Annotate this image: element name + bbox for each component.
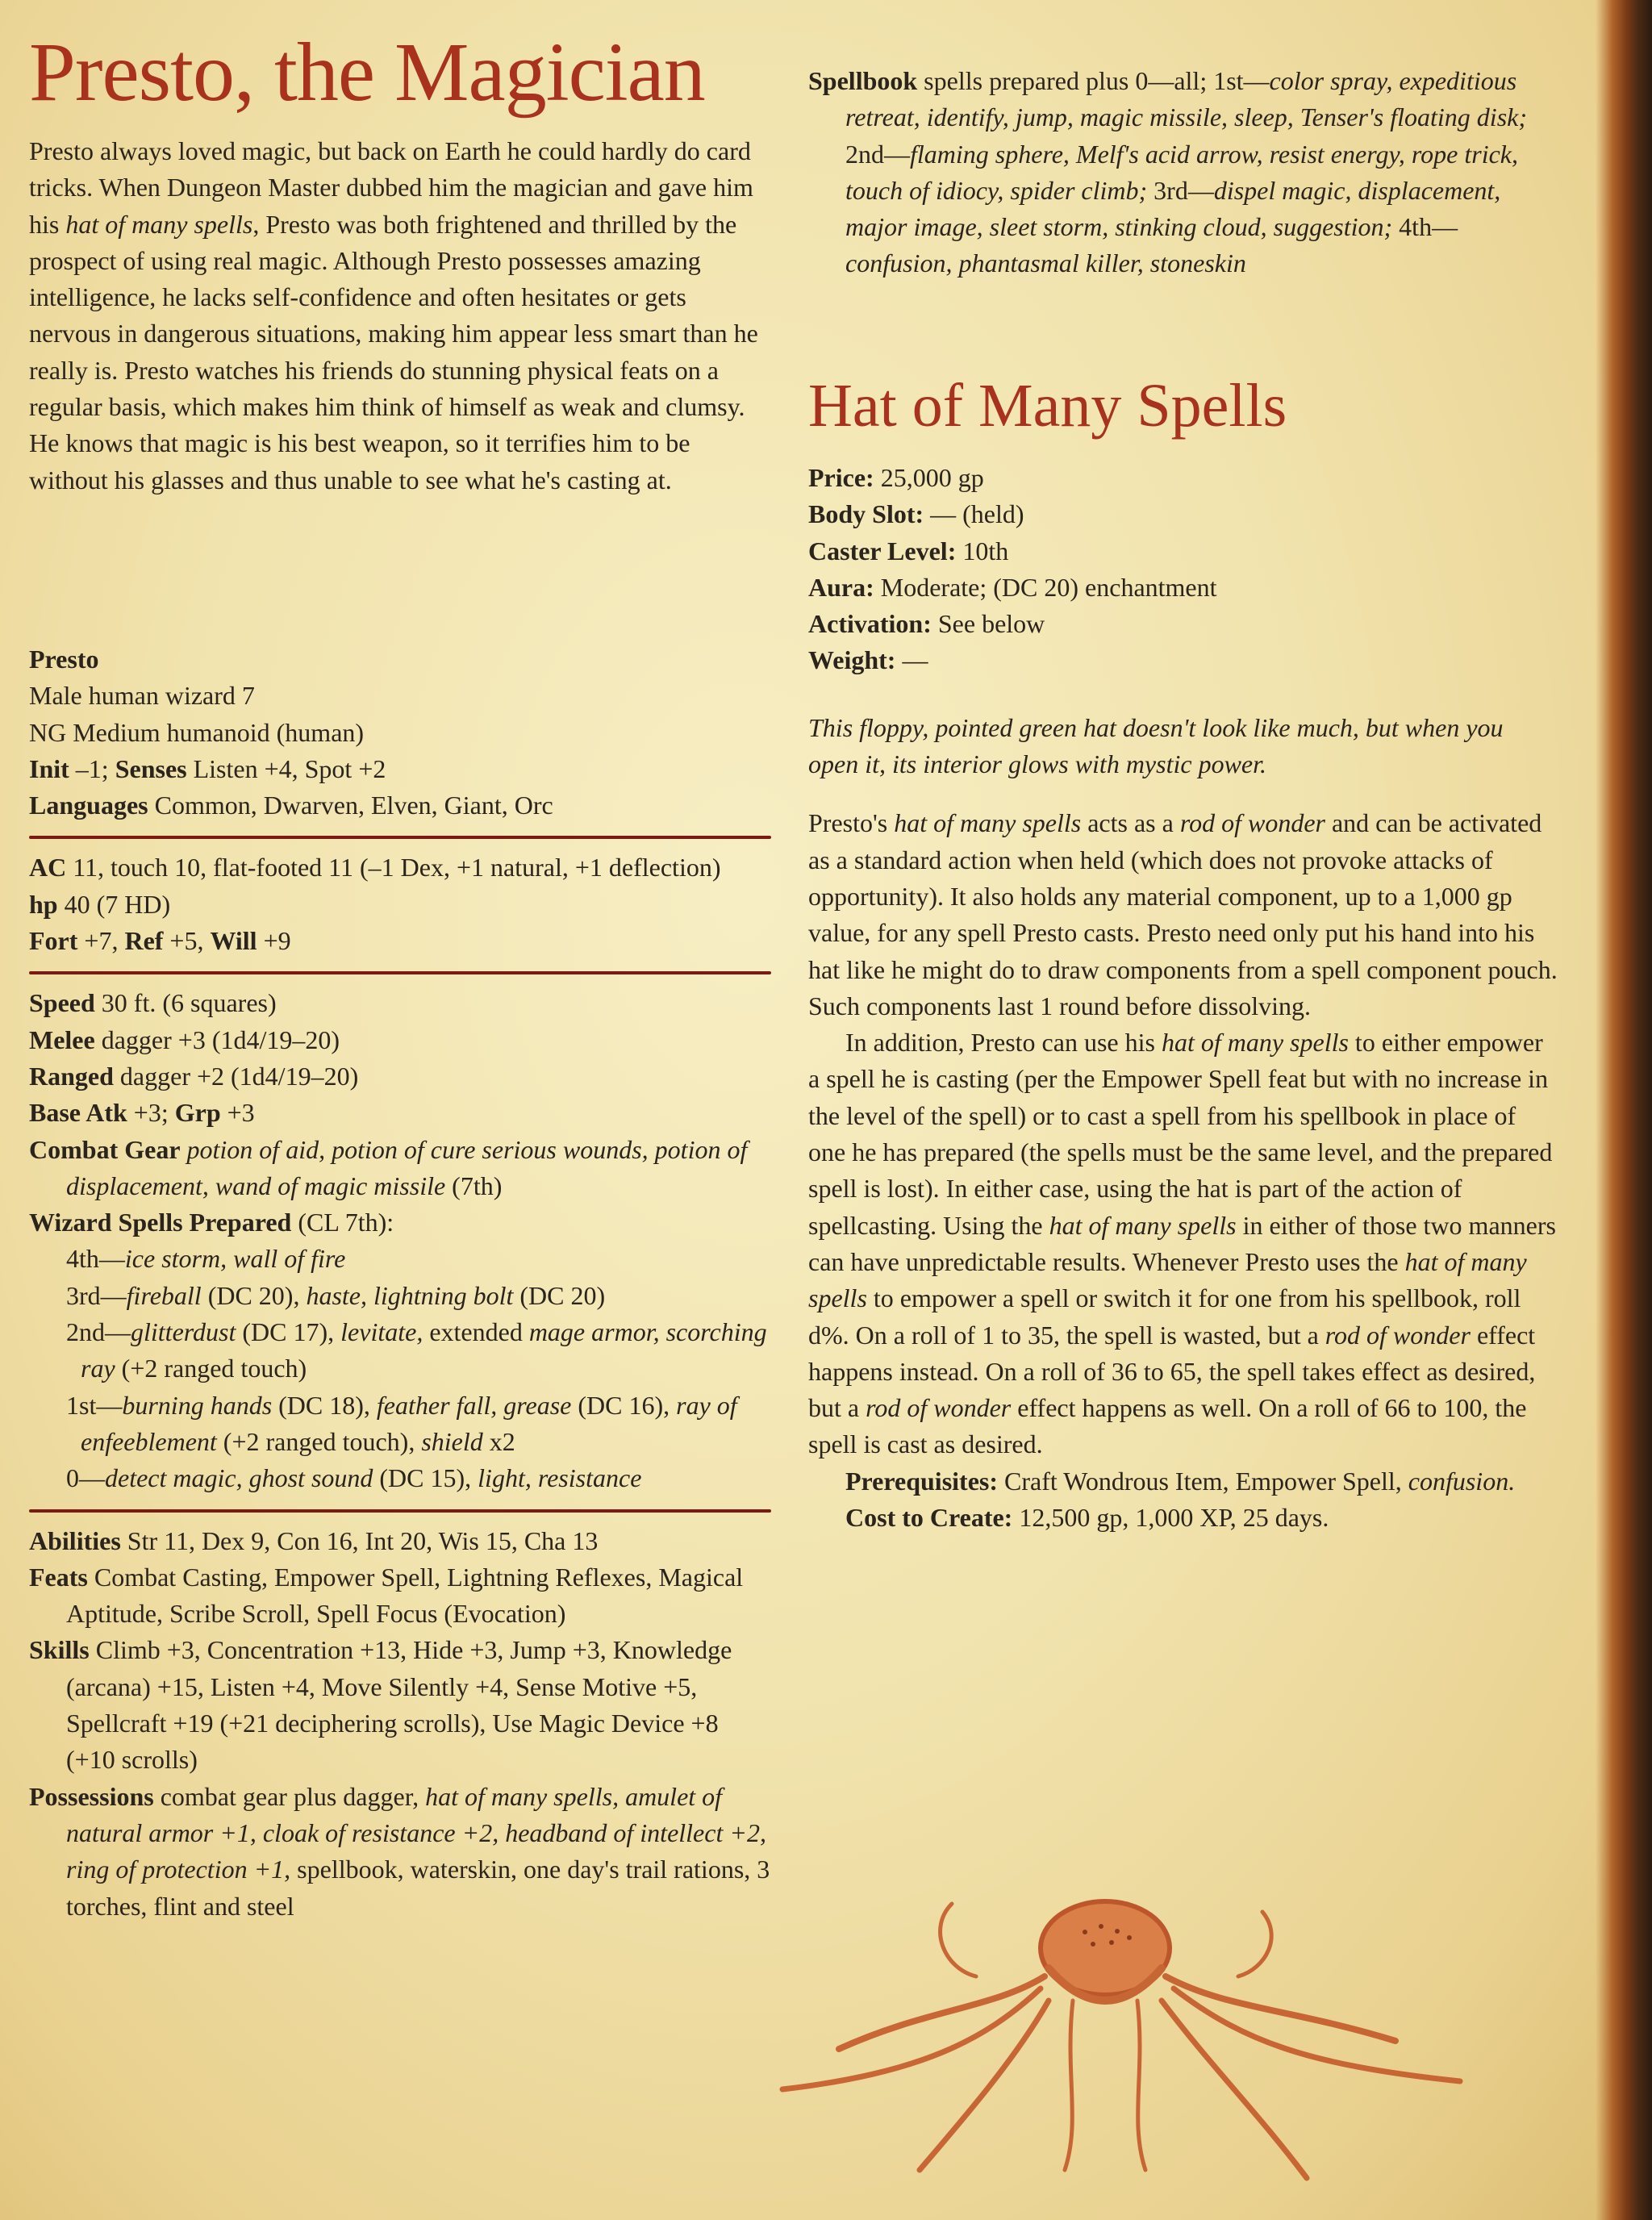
spells-3rd: 3rd—fireball (DC 20), haste, lightning bolt (DC 20)	[66, 1280, 606, 1310]
page-title: Presto, the Magician	[29, 26, 705, 119]
spacer	[808, 782, 1558, 805]
hat-body-slot: Body Slot: — (held)	[808, 499, 1024, 529]
intro-block	[29, 133, 771, 499]
intro-paragraph: Presto always loved magic, but back on Earth he could hardly do card tricks. When Dungeon Master dubbed him the magician and gave him his hat of many spells, Presto was both frightened and thrilled by the prospect of using real magic. Although Presto possesses amazing intelligence, he lacks self-confidence and often hesitates or gets nervous in dangerous situations, making him appear less smart than he really is. Presto watches his friends do stunning physical feats on a regular basis, which makes him think of himself as weak and clumsy. He knows that magic is his best weapon, so it terrifies him to be without his glasses and thus unable to see what he's casting at.	[29, 136, 758, 494]
hat-description-1: Presto's hat of many spells acts as a rod of wonder and can be activated as a standard action when held (which does not provoke attacks of opportunity). It also holds any material component, up to a 1,000 gp value, for any spell Presto casts. Presto need only put his hand into his hat like he might do to draw components from a spell component pouch. Such components last 1 round before dissolving.	[808, 808, 1558, 1020]
stat-init: Init –1; Senses Listen +4, Spot +2	[29, 753, 386, 783]
stat-languages: Languages Common, Dwarven, Elven, Giant, Orc	[29, 791, 553, 820]
stat-skills: Skills Climb +3, Concentration +13, Hide +3, Jump +3, Knowledge (arcana) +15, Listen +4, Move Silently +4, Sense Motive +5, Spellcraft +19 (+21 deciphering scrolls), Use Magic Device +8 (+10 scrolls)	[29, 1635, 732, 1775]
stat-possessions: Possessions combat gear plus dagger, hat of many spells, amulet of natural armor +1, cloak of resistance +2, headband of intellect +2, ring of protection +1, spellbook, waterskin, one day's trail rations, 3 torches, flint and steel	[29, 1781, 770, 1921]
hat-description-2: In addition, Presto can use his hat of many spells to either empower a spell he is casting (per the Empower Spell feat but with no increase in the level of the spell) or to cast a spell from his spellbook in place of one he has prepared (the spells must be the same level, and the prepared spell is lost). In either case, using the hat is part of the action of spellcasting. Using the hat of many spells in either of those two manners can have unpredictable results. Whenever Presto uses the hat of many spells to empower a spell or switch it for one from his spellbook, roll d%. On a roll of 1 to 35, the spell is wasted, but a rod of wonder effect happens instead. On a roll of 36 to 65, the spell takes effect as desired, but a rod of wonder effect happens as well. On a roll of 66 to 100, the spell is cast as desired.	[808, 1028, 1556, 1459]
stat-block	[29, 641, 771, 1925]
stat-ac: AC 11, touch 10, flat-footed 11 (–1 Dex, +1 natural, +1 deflection)	[29, 853, 721, 883]
hat-activation: Activation: See below	[808, 609, 1045, 639]
section-divider	[29, 971, 771, 974]
stat-ranged: Ranged dagger +2 (1d4/19–20)	[29, 1061, 359, 1091]
stat-bab: Base Atk +3; Grp +3	[29, 1098, 255, 1128]
section-divider	[29, 836, 771, 839]
spider-sigil-icon	[726, 1847, 1533, 2202]
stat-speed: Speed 30 ft. (6 squares)	[29, 988, 277, 1018]
section-title: Hat of Many Spells	[808, 372, 1287, 440]
hat-flavor-text: This floppy, pointed green hat doesn't look like much, but when you open it, its interior glows with mystic power.	[808, 712, 1504, 779]
book-binding	[1596, 0, 1652, 2220]
spells-1st: 1st—burning hands (DC 18), feather fall, grease (DC 16), ray of enfeeblement (+2 ranged touch), shield x2	[66, 1390, 737, 1456]
stat-saves: Fort +7, Ref +5, Will +9	[29, 926, 291, 956]
hat-cost: Cost to Create: 12,500 gp, 1,000 XP, 25 days.	[845, 1503, 1329, 1533]
stat-abilities: Abilities Str 11, Dex 9, Con 16, Int 20, Wis 15, Cha 13	[29, 1525, 599, 1555]
spells-0: 0—detect magic, ghost sound (DC 15), light, resistance	[66, 1463, 642, 1493]
spellbook-block	[808, 63, 1558, 282]
spells-4th: 4th—ice storm, wall of fire	[66, 1244, 346, 1274]
stat-feats: Feats Combat Casting, Empower Spell, Lightning Reflexes, Magical Aptitude, Scribe Scroll, Spell Focus (Evocation)	[29, 1562, 744, 1629]
spacer	[808, 679, 1558, 710]
hat-prerequisites: Prerequisites: Craft Wondrous Item, Empower Spell, confusion.	[845, 1466, 1516, 1496]
stat-name: Presto	[29, 645, 99, 674]
stat-hp: hp 40 (7 HD)	[29, 889, 171, 919]
hat-caster-level: Caster Level: 10th	[808, 536, 1009, 565]
stat-combat-gear: Combat Gear potion of aid, potion of cure serious wounds, potion of displacement, wand of magic missile (7th)	[29, 1134, 748, 1200]
stat-type: NG Medium humanoid (human)	[29, 717, 365, 747]
hat-price: Price: 25,000 gp	[808, 463, 984, 492]
spells-2nd: 2nd—glitterdust (DC 17), levitate, extended mage armor, scorching ray (+2 ranged touch)	[66, 1317, 767, 1383]
stat-spells-prepared: Wizard Spells Prepared (CL 7th):	[29, 1208, 394, 1237]
hat-weight: Weight: —	[808, 645, 928, 675]
stat-melee: Melee dagger +3 (1d4/19–20)	[29, 1024, 340, 1054]
hat-aura: Aura: Moderate; (DC 20) enchantment	[808, 572, 1217, 602]
section-divider	[29, 1509, 771, 1513]
hat-block	[808, 460, 1558, 1536]
stat-race: Male human wizard 7	[29, 681, 255, 711]
stat-spellbook: Spellbook spells prepared plus 0—all; 1st—color spray, expeditious retreat, identify, jump, magic missile, sleep, Tenser's floating disk; 2nd—flaming sphere, Melf's acid arrow, resist energy, rope trick, touch of idiocy, spider climb; 3rd—dispel magic, displacement, major image, sleet storm, stinking cloud, suggestion; 4th—confusion, phantasmal killer, stoneskin	[808, 66, 1527, 278]
